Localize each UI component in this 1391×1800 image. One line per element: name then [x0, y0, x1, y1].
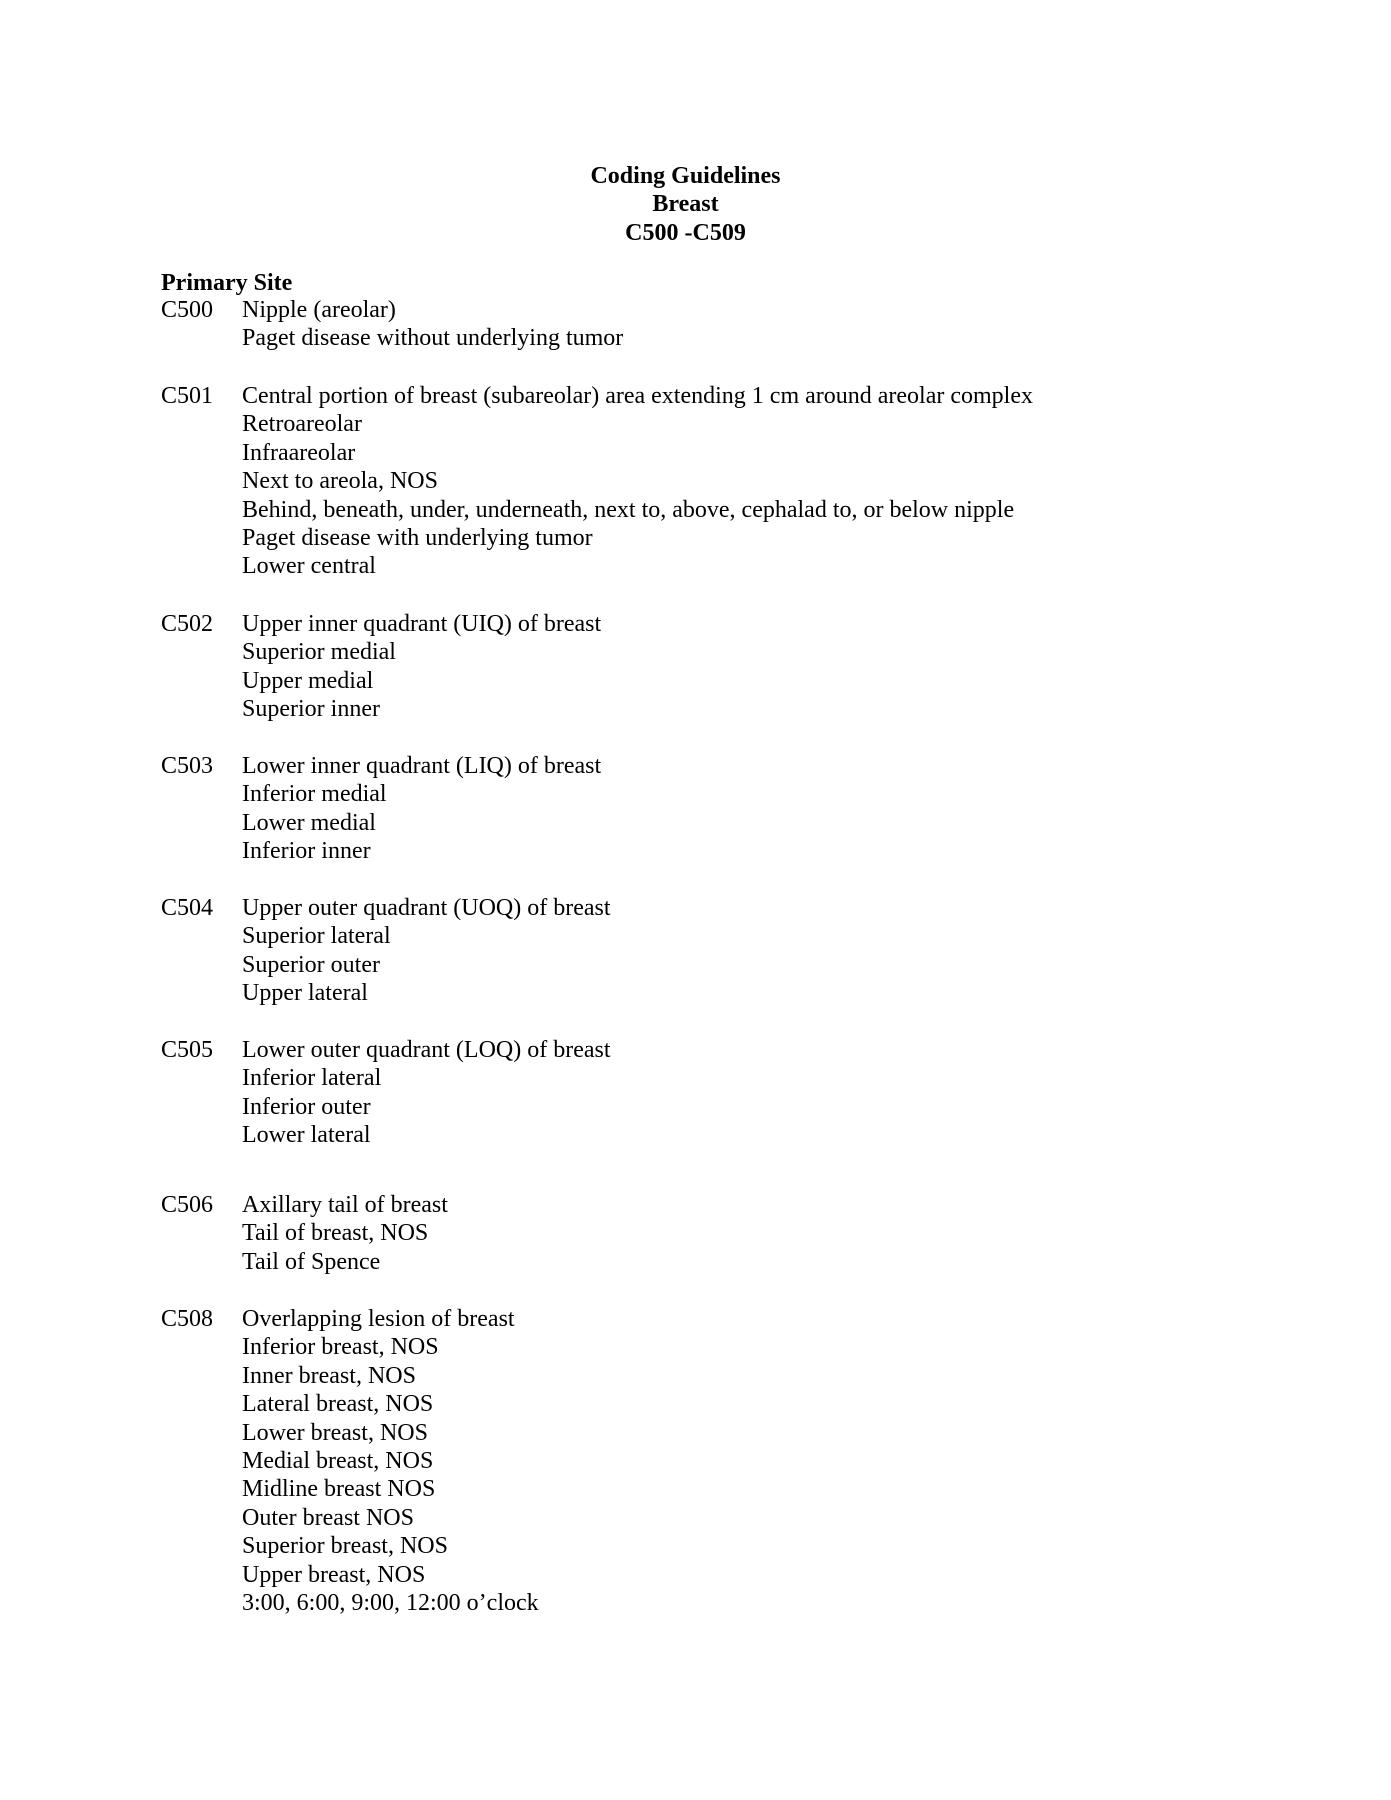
site-description: Midline breast NOS	[242, 1476, 436, 1503]
site-description: Lower inner quadrant (LIQ) of breast	[242, 753, 602, 779]
site-description: Superior lateral	[242, 923, 391, 950]
site-descriptions	[242, 1305, 539, 1617]
site-descriptions	[242, 1191, 448, 1276]
site-descriptions	[242, 752, 601, 866]
site-code: C503	[161, 753, 214, 779]
site-descriptions	[242, 894, 611, 1008]
site-code: C500	[161, 297, 214, 323]
site-descriptions	[242, 1036, 611, 1150]
site-description: Paget disease without underlying tumor	[242, 325, 624, 352]
site-description: Lower central	[242, 553, 376, 580]
title-line: Coding Guidelines	[590, 163, 781, 189]
site-code: C501	[161, 383, 214, 409]
site-descriptions	[242, 610, 601, 724]
title-line: Breast	[652, 191, 719, 218]
site-description: Superior medial	[242, 639, 396, 666]
site-description: Next to areola, NOS	[242, 468, 438, 495]
site-description: Tail of Spence	[242, 1248, 381, 1275]
title-line: C500 -C509	[625, 219, 746, 246]
site-description: Superior breast, NOS	[242, 1533, 448, 1560]
site-description: 3:00, 6:00, 9:00, 12:00 o’clock	[242, 1590, 539, 1617]
site-description: Nipple (areolar)	[242, 297, 396, 323]
site-description: Medial breast, NOS	[242, 1448, 434, 1475]
site-code: C506	[161, 1192, 214, 1218]
section-heading: Primary Site	[161, 270, 293, 296]
site-description: Inferior breast, NOS	[242, 1334, 439, 1361]
site-code: C508	[161, 1306, 214, 1332]
site-description: Central portion of breast (subareolar) area extending 1 cm around areolar complex	[242, 383, 1034, 409]
site-description: Axillary tail of breast	[242, 1192, 448, 1218]
site-descriptions	[242, 296, 623, 353]
site-description: Upper inner quadrant (UIQ) of breast	[242, 611, 602, 637]
document-title	[0, 162, 1391, 247]
site-description: Paget disease with underlying tumor	[242, 525, 593, 552]
site-description: Infraareolar	[242, 439, 356, 466]
site-description: Outer breast NOS	[242, 1504, 414, 1531]
site-description: Inferior outer	[242, 1093, 371, 1120]
site-description: Superior outer	[242, 951, 380, 978]
site-descriptions	[242, 382, 1033, 581]
site-description: Overlapping lesion of breast	[242, 1306, 515, 1332]
site-description: Lower lateral	[242, 1122, 371, 1149]
site-description: Inner breast, NOS	[242, 1362, 416, 1389]
site-description: Retroareolar	[242, 411, 362, 438]
site-description: Lower breast, NOS	[242, 1419, 428, 1446]
site-description: Lower outer quadrant (LOQ) of breast	[242, 1037, 611, 1063]
site-description: Upper medial	[242, 667, 374, 694]
site-code: C502	[161, 611, 214, 637]
site-description: Behind, beneath, under, underneath, next to, above, cephalad to, or below nipple	[242, 496, 1015, 523]
site-description: Inferior inner	[242, 838, 371, 865]
site-description: Upper lateral	[242, 980, 368, 1007]
site-description: Upper outer quadrant (UOQ) of breast	[242, 895, 611, 921]
site-description: Upper breast, NOS	[242, 1561, 426, 1588]
site-description: Inferior lateral	[242, 1065, 382, 1092]
site-description: Lower medial	[242, 809, 376, 836]
site-code: C504	[161, 895, 214, 921]
site-description: Tail of breast, NOS	[242, 1220, 429, 1247]
site-description: Inferior medial	[242, 781, 387, 808]
site-description: Superior inner	[242, 696, 380, 723]
site-code: C505	[161, 1037, 214, 1063]
site-description: Lateral breast, NOS	[242, 1391, 434, 1418]
